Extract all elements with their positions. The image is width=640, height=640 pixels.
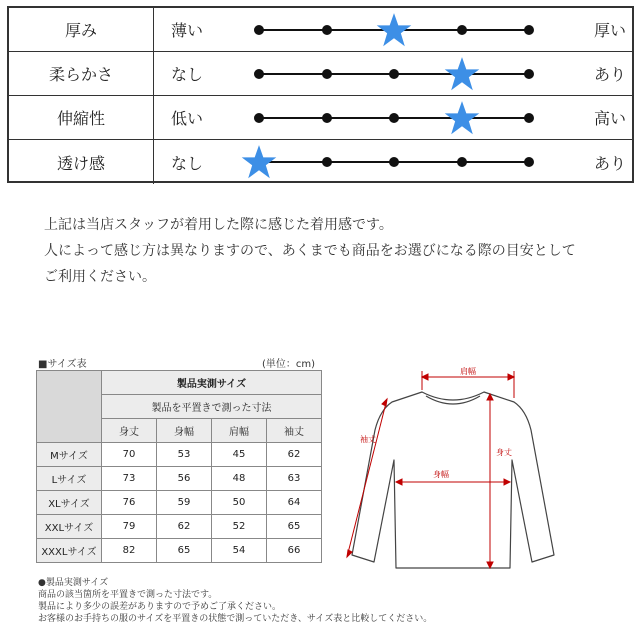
star-icon	[241, 144, 277, 180]
size-name: XXLサイズ	[37, 515, 102, 539]
feel-row-sheerness	[9, 140, 632, 184]
size-value: 63	[267, 467, 322, 491]
scale-dot	[322, 25, 332, 35]
feel-label: 伸縮性	[9, 96, 154, 139]
sleeve-measure	[347, 399, 387, 557]
size-value: 65	[157, 539, 212, 563]
scale-dot	[524, 25, 534, 35]
size-name: XXXLサイズ	[37, 539, 102, 563]
feel-row-stretch	[9, 96, 632, 140]
size-table-unit: (単位：cm)	[262, 359, 316, 370]
table-corner	[37, 371, 102, 443]
feel-high-label: 厚い	[593, 21, 626, 40]
size-value: 53	[157, 443, 212, 467]
feel-high-label: 高い	[593, 109, 626, 128]
scale-dot	[389, 69, 399, 79]
chest-measure	[396, 479, 510, 485]
scale-dot	[457, 157, 467, 167]
table-row	[37, 443, 322, 467]
size-value: 62	[157, 515, 212, 539]
size-value: 66	[267, 539, 322, 563]
size-value: 56	[157, 467, 212, 491]
column-header: 肩幅	[212, 419, 267, 443]
column-header: 身幅	[157, 419, 212, 443]
length-label: 身丈	[496, 448, 512, 457]
feel-low-label: なし	[171, 153, 204, 173]
scale-dot	[389, 157, 399, 167]
scale-dot	[322, 157, 332, 167]
size-value: 64	[267, 491, 322, 515]
star-icon	[376, 12, 412, 48]
column-header: 身丈	[102, 419, 157, 443]
feel-label: 透け感	[9, 140, 154, 184]
size-value: 54	[212, 539, 267, 563]
size-value: 76	[102, 491, 157, 515]
feel-low-label: 低い	[171, 109, 204, 128]
scale-dot	[254, 113, 264, 123]
note-line: 人によって感じ方は異なりますので、あくまでも商品をお選びになる際の目安として	[44, 243, 576, 259]
feel-scale	[259, 8, 529, 51]
scale-dot	[254, 69, 264, 79]
size-value: 70	[102, 443, 157, 467]
feel-high-label: あり	[593, 153, 626, 173]
footnote-line: お客様のお手持ちの服のサイズを平置きの状態で測っていただき、サイズ表と比較してください。	[38, 614, 433, 624]
chest-label: 身幅	[433, 470, 449, 479]
size-name: Mサイズ	[37, 443, 102, 467]
size-value: 82	[102, 539, 157, 563]
note-line: ご利用ください。	[44, 269, 156, 285]
feel-label: 厚み	[9, 8, 154, 51]
footnote-heading: ●製品実測サイズ	[38, 578, 109, 588]
table-row	[37, 491, 322, 515]
group-header: 製品実測サイズ	[102, 371, 322, 395]
size-value: 48	[212, 467, 267, 491]
size-name: Lサイズ	[37, 467, 102, 491]
feel-row-thickness	[9, 8, 632, 52]
size-value: 79	[102, 515, 157, 539]
table-row	[37, 539, 322, 563]
size-value: 50	[212, 491, 267, 515]
star-icon	[444, 56, 480, 92]
size-value: 59	[157, 491, 212, 515]
feel-low-label: なし	[171, 65, 204, 84]
feel-label: 柔らかさ	[9, 52, 154, 95]
footnote-line: 商品の該当箇所を平置きで測った寸法です。	[38, 590, 218, 600]
scale-dot	[322, 69, 332, 79]
sleeve-label: 袖丈	[360, 435, 376, 444]
shirt-measurement-diagram	[340, 350, 590, 580]
feel-scale	[259, 96, 529, 139]
feel-table	[7, 6, 634, 183]
scale-dot	[457, 25, 467, 35]
star-icon	[444, 100, 480, 136]
size-table-title: ■サイズ表	[38, 359, 87, 370]
scale-dot	[524, 157, 534, 167]
size-value: 73	[102, 467, 157, 491]
note-line: 上記は当店スタッフが着用した際に感じた着用感です。	[44, 217, 393, 233]
size-table	[36, 370, 322, 563]
footnote-line: 製品により多少の誤差がありますので予めご了承ください。	[38, 602, 282, 612]
length-measure	[487, 394, 493, 568]
feel-scale	[259, 52, 529, 95]
scale-dot	[254, 25, 264, 35]
feel-low-label: 薄い	[171, 21, 204, 40]
scale-dot	[389, 113, 399, 123]
shoulder-label: 肩幅	[460, 367, 476, 376]
size-value: 62	[267, 443, 322, 467]
size-value: 52	[212, 515, 267, 539]
table-row	[37, 515, 322, 539]
feel-high-label: あり	[593, 65, 626, 84]
column-header: 袖丈	[267, 419, 322, 443]
scale-dot	[524, 113, 534, 123]
feel-scale	[259, 140, 529, 184]
table-row	[37, 467, 322, 491]
scale-dot	[524, 69, 534, 79]
size-value: 65	[267, 515, 322, 539]
feel-row-softness	[9, 52, 632, 96]
scale-dot	[322, 113, 332, 123]
size-name: XLサイズ	[37, 491, 102, 515]
size-value: 45	[212, 443, 267, 467]
subheader: 製品を平置きで測った寸法	[102, 395, 322, 419]
